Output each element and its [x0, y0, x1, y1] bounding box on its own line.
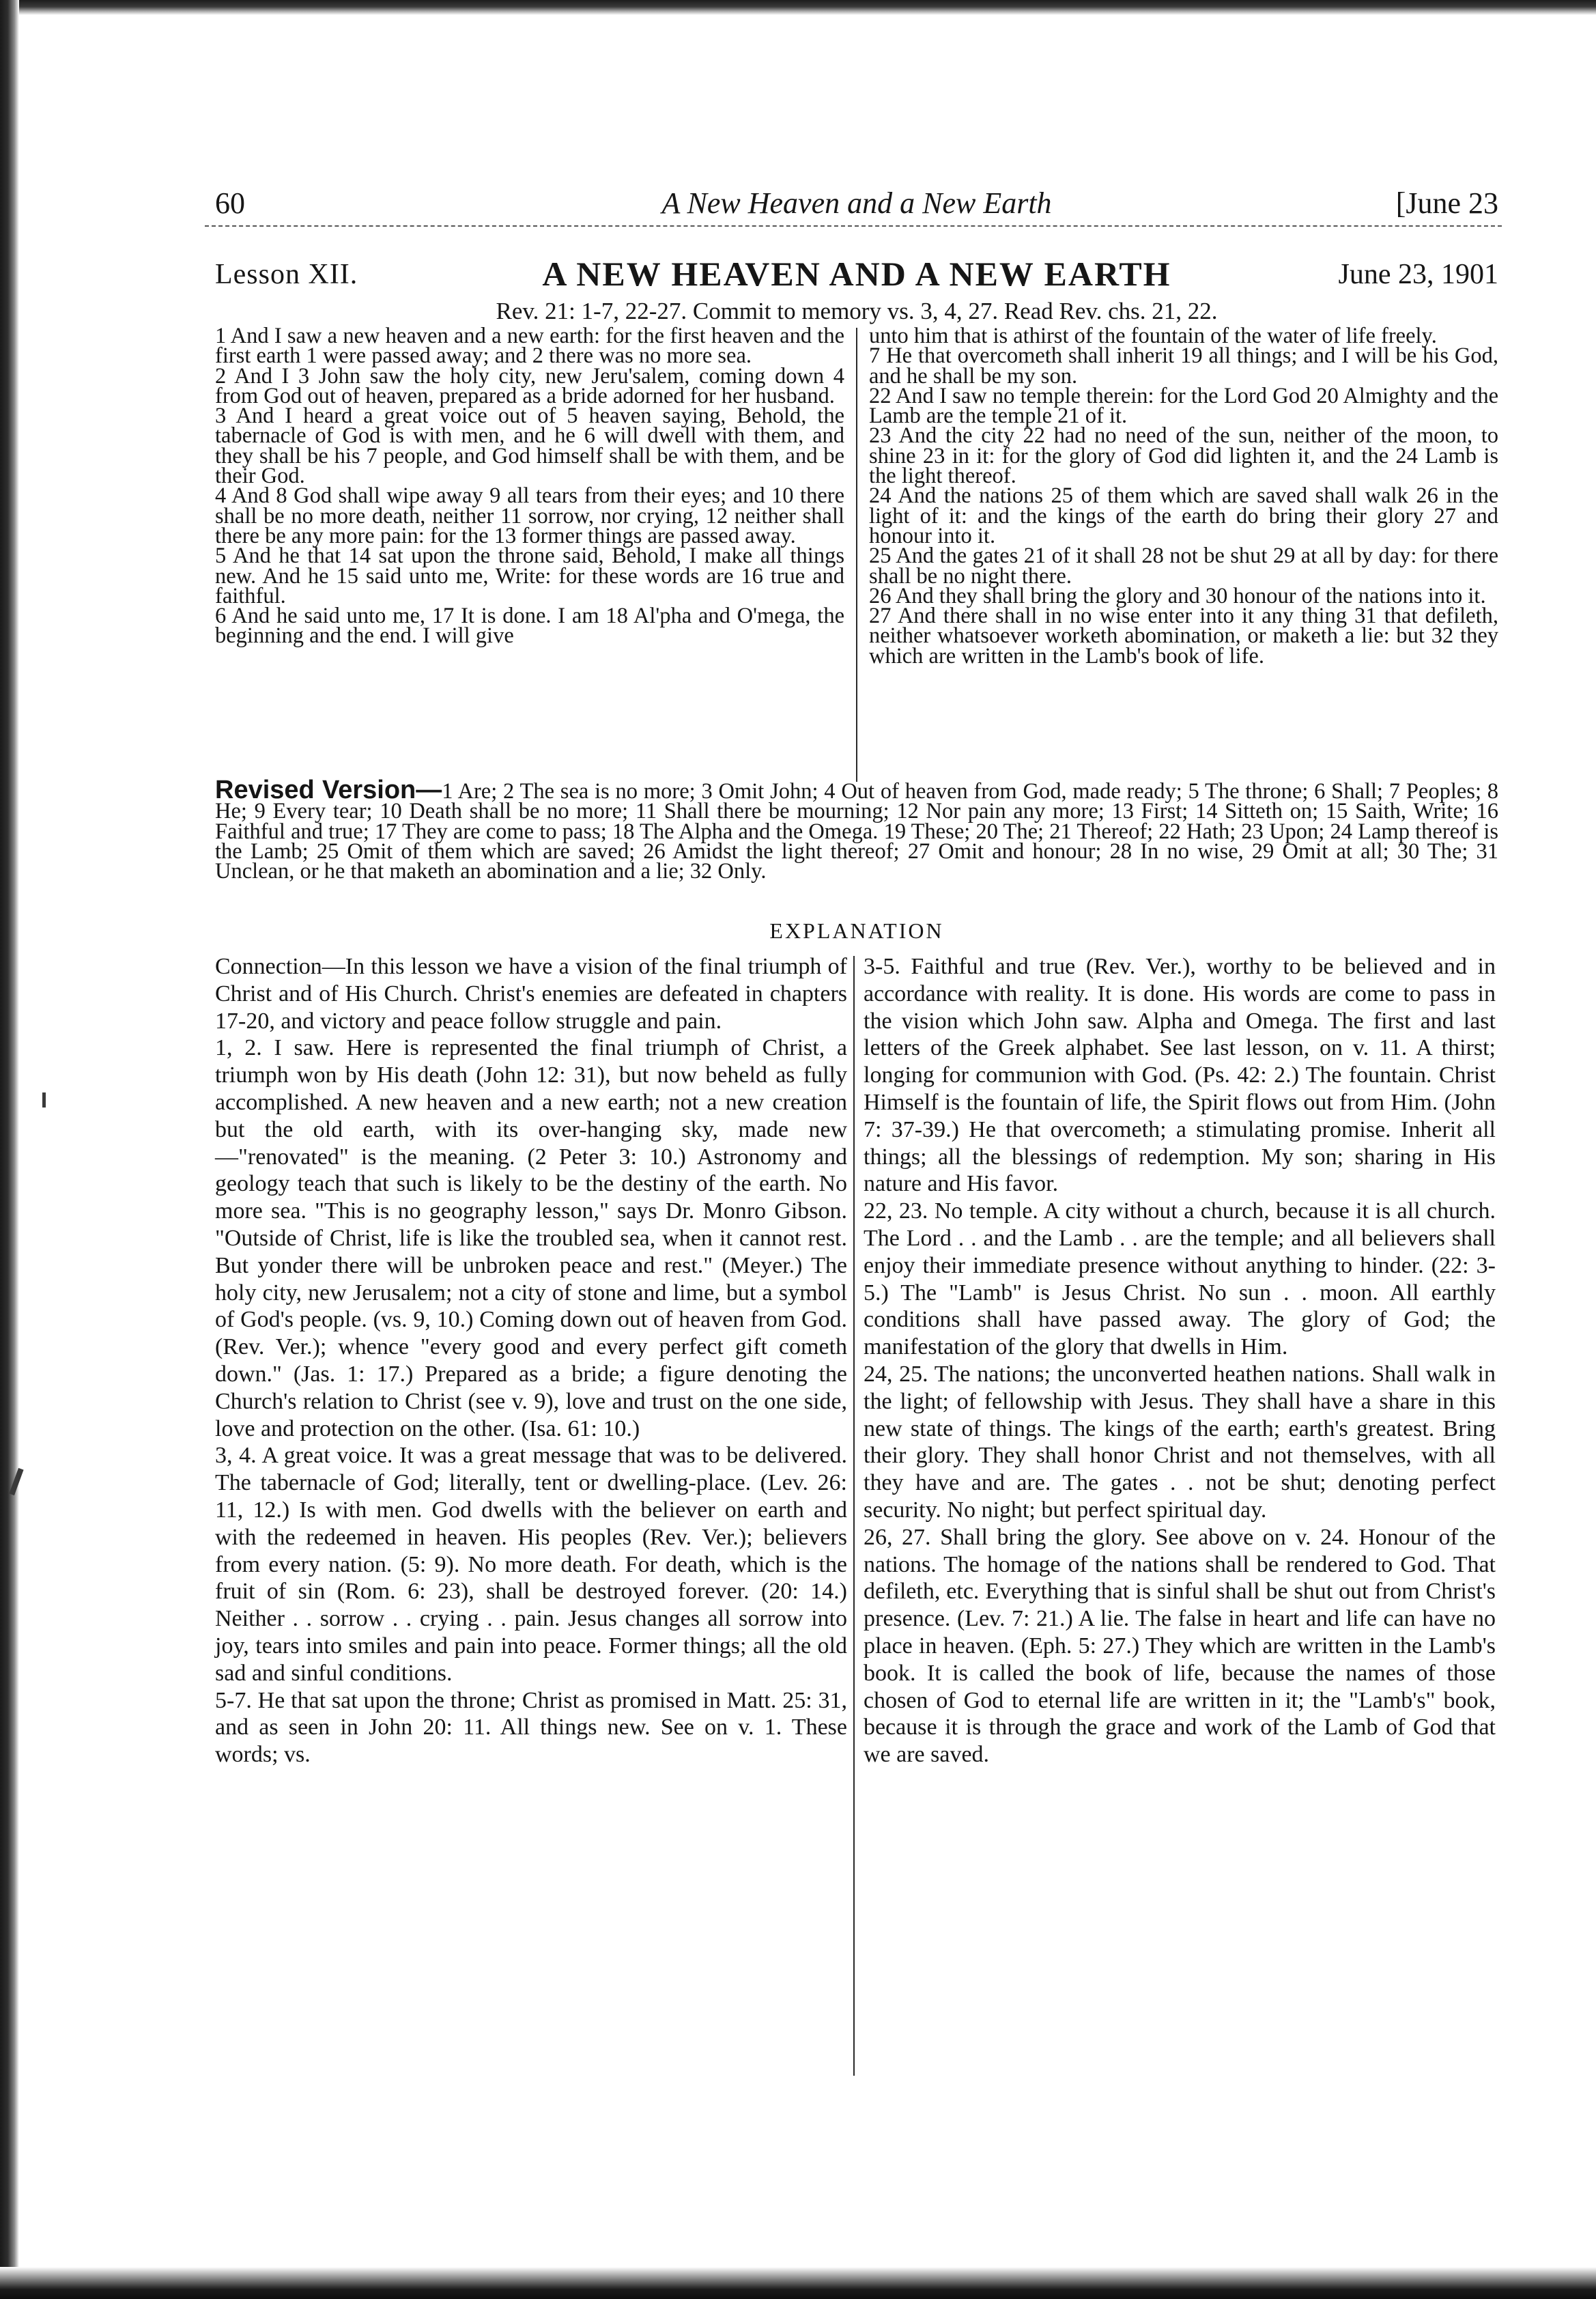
lesson-reference: Rev. 21: 1-7, 22-27. Commit to memory vs. 3, 4, 27. Read Rev. chs. 21, 22.	[496, 298, 1218, 324]
page-number: 60	[215, 186, 245, 220]
revised-version-notes	[215, 776, 1499, 884]
scripture-text-right: unto him that is athirst of the fountain of the water of life freely. 7 He that overcometh shall inherit 19 all things; and I will be his God, and he shall be my son. 22 And I saw no temple therein: for the Lord God 20 Almighty and the Lamb are the temple 21 of it. 23 And the city 22 had no need of the sun, neither of the moon, to shine 23 in it: for the glory of God did lighten it, and the 24 Lamb is the light thereof. 24 And the nations 25 of them which are saved shall walk 26 in the light of it: and the kings of the earth do bring their glory 27 and honour into it. 25 And the gates 21 of it shall 28 not be shut 29 at all by day: for there shall be no night there. 26 And they shall bring the glory and 30 honour of the nations into it. 27 And there shall in no wise enter into it any thing 31 that defileth, neither whatsoever worketh abomination, or maketh a lie: but 32 they which are written in the Lamb's book of life.	[869, 324, 1498, 668]
lesson-title: A NEW HEAVEN AND A NEW EARTH	[542, 255, 1171, 293]
running-head	[215, 186, 1498, 224]
lesson-date: June 23, 1901	[1338, 259, 1498, 290]
scan-border-bottom	[0, 2267, 1596, 2299]
lesson-number: Lesson XII.	[215, 259, 358, 290]
explanation-heading: EXPLANATION	[769, 918, 944, 943]
explanation-right-column: 3-5. Faithful and true (Rev. Ver.), worthy to be believed and in accordance with reality. It is done. His words are come to pass in the vision which John saw. Alpha and Omega. The first and last letters of the Greek alphabet. See last lesson, on v. 11. A thirst; longing for communion with God. (Ps. 42: 2.) The fountain. Christ Himself is the fountain of life, the Spirit flows out from Him. (John 7: 37-39.) He that overcometh; a stimulating promise. Inherit all things; all the blessings of redemption. My son; sharing in His nature and His favor. 22, 23. No temple. A city without a church, because it is all church. The Lord . . and the Lamb . . are the temple; and all believers shall enjoy their immediate presence without anything to hinder. (22: 3-5.) The "Lamb" is Jesus Christ. No sun . . moon. All earthly conditions shall have passed away. The glory of God; the manifestation of the glory that dwells in Him. 24, 25. The nations; the unconverted heathen nations. Shall walk in the light; of fellowship with Jesus. They shall have a share in this new state of things. The kings of the earth; earth's greatest. Bring their glory. They shall honor Christ and not themselves, with all they have and are. The gates . . not be shut; denoting perfect security. No night; but perfect spiritual day. 26, 27. Shall bring the glory. See above on v. 24. Honour of the nations. The homage of the nations shall be rendered to God. That defileth, etc. Everything that is sinful shall be shut out from Christ's presence. (Lev. 7: 21.) A lie. The false in heart and life can have no place in heaven. (Eph. 5: 27.) They which are written in the Lamb's book. It is called the book of life, because the names of those chosen of God to eternal life are written in it; the "Lamb's" book, because it is through the grace and work of the Lamb of God that we are saved.	[864, 954, 1496, 1768]
running-title: A New Heaven and a New Earth	[661, 186, 1052, 220]
explanation-left-column: Connection—In this lesson we have a vision of the final triumph of Christ and of His Church. Christ's enemies are defeated in chapters 17-20, and victory and peace follow struggle and pain. 1, 2. I saw. Here is represented the final triumph of Christ, a triumph won by His death (John 12: 31), but now beheld as fully accomplished. A new heaven and a new earth; not a new creation but the old earth, with its over-hanging sky, made new—"renovated" is the meaning. (2 Peter 3: 10.) Astronomy and geology teach that such is likely to be the destiny of the earth. No more sea. "This is no geography lesson," says Dr. Monro Gibson. "Outside of Christ, life is like the troubled sea, when it cannot rest. But yonder there will be unbroken peace and rest." (Meyer.) The holy city, new Jerusalem; not a city of stone and lime, but a symbol of God's people. (vs. 9, 10.) Coming down out of heaven from God. (Rev. Ver.); whence "every good and every perfect gift cometh down." (Jas. 1: 17.) Prepared as a bride; a figure denoting the Church's relation to Christ (see v. 9), love and trust on the one side, love and protection on the other. (Isa. 61: 10.) 3, 4. A great voice. It was a great message that was to be delivered. The tabernacle of God; literally, tent or dwelling-place. (Lev. 26: 11, 12.) Is with men. God dwells with the believer on earth and with the redeemed in heaven. His peoples (Rev. Ver.); believers from every nation. (5: 9). No more death. For death, which is the fruit of sin (Rom. 6: 23), shall be destroyed forever. (20: 14.) Neither . . sorrow . . crying . . pain. Jesus changes all sorrow into joy, tears into smiles and pain into peace. Former things; all the old sad and sinful conditions. 5-7. He that sat upon the throne; Christ as promised in Matt. 25: 31, and as seen in John 20: 11. All things new. See on v. 1. These words; vs.	[215, 954, 847, 1768]
scan-border-left	[0, 0, 19, 2299]
revised-version-text: 1 Are; 2 The sea is no more; 3 Omit John; 4 Out of heaven from God, made ready; 5 The throne; 6 Shall; 7 Peoples; 8 He; 9 Every tear; 10 Death shall be no more; 11 Shall there be mourning; 12 Nor pain any more; 13 First; 14 Sitteth on; 15 Saith, Write; 16 Faithful and true; 17 They are come to pass; 18 The Alpha and the Omega. 19 These; 20 The; 21 Thereof; 22 Hath; 23 Upon; 24 Lamp thereof is the Lamb; 25 Omit of them which are saved; 26 Amidst the light thereof; 27 Omit and honour; 28 In no wise, 29 Omit at all; 30 The; 31 Unclean, or he that maketh an abomination and a lie; 32 Only.	[215, 779, 1499, 884]
margin-mark	[42, 1092, 46, 1108]
running-date: [June 23	[1395, 186, 1498, 220]
lesson-heading	[215, 254, 1498, 295]
scripture-text-left: 1 And I saw a new heaven and a new earth: for the first heaven and the first earth 1 were passed away; and 2 there was no more sea. 2 And I 3 John saw the holy city, new Jeru'salem, coming down 4 from God out of heaven, prepared as a bride adorned for her husband. 3 And I heard a great voice out of 5 heaven saying, Behold, the tabernacle of God is with men, and he 6 will dwell with them, and they shall be his 7 people, and God himself shall be with them, and be their God. 4 And 8 God shall wipe away 9 all tears from their eyes; and 10 there shall be no more death, neither 11 sorrow, nor crying, 12 neither shall there be any more pain: for the 13 former things are passed away. 5 And he that 14 sat upon the throne said, Behold, I make all things new. And he 15 said unto me, Write: for these words are 16 true and faithful. 6 And he said unto me, 17 It is done. I am 18 Al'pha and O'mega, the beginning and the end. I will give	[215, 324, 844, 649]
header-rule	[205, 225, 1502, 228]
column-divider	[856, 328, 857, 782]
scan-border-top	[0, 0, 1596, 15]
column-divider	[853, 956, 855, 2076]
revised-version-label: Revised Version—	[215, 776, 442, 804]
